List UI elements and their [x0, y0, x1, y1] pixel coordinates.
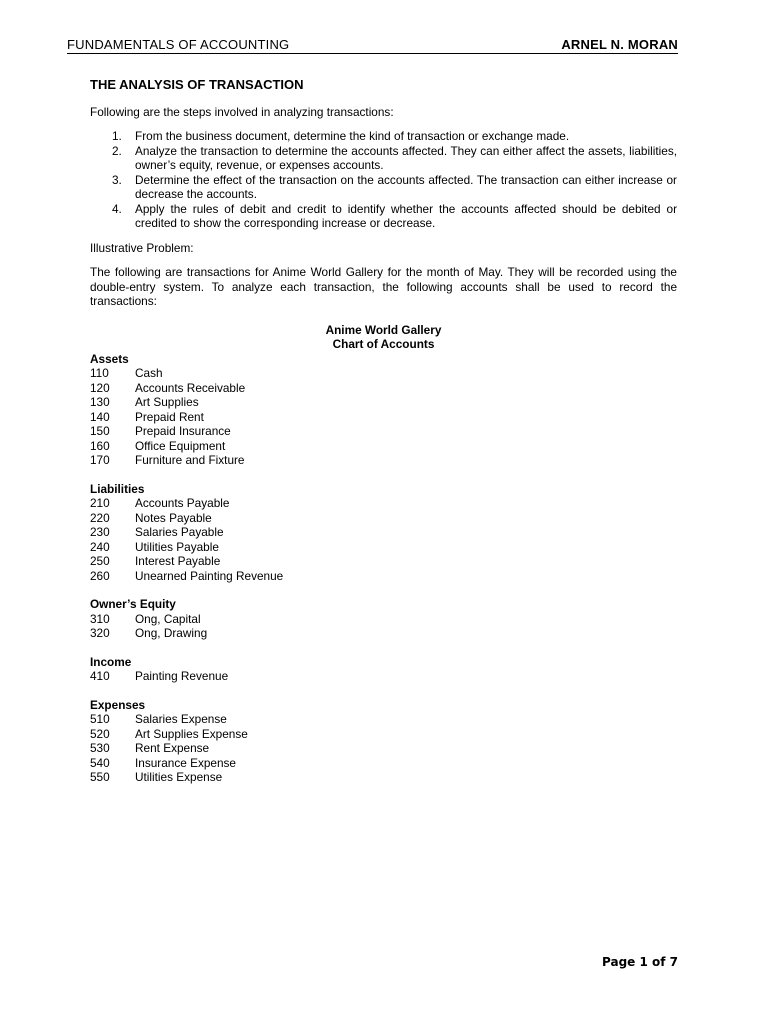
account-row — [90, 540, 677, 555]
account-name: Salaries Expense — [135, 712, 227, 726]
account-code: 120 — [90, 380, 110, 395]
steps-list — [90, 129, 677, 231]
account-code: 410 — [90, 669, 110, 683]
account-row — [90, 381, 677, 396]
account-name: Insurance Expense — [135, 755, 236, 770]
account-name: Notes Payable — [135, 510, 212, 525]
author-name: ARNEL N. MORAN — [561, 37, 678, 52]
step-number: 3. — [112, 172, 122, 187]
account-section — [90, 597, 677, 641]
account-row — [90, 770, 677, 785]
account-section-title: Expenses — [90, 697, 146, 712]
account-section — [90, 655, 677, 684]
account-row — [90, 626, 677, 641]
company-name: Anime World Gallery — [325, 322, 442, 337]
account-row — [90, 712, 677, 727]
account-code: 160 — [90, 438, 110, 453]
account-row — [90, 569, 677, 584]
account-code: 220 — [90, 510, 110, 525]
account-row — [90, 496, 677, 511]
account-name: Cash — [135, 366, 163, 380]
account-section — [90, 698, 677, 785]
account-row — [90, 756, 677, 771]
account-name: Ong, Capital — [135, 611, 201, 626]
account-row — [90, 554, 677, 569]
account-name: Salaries Payable — [135, 525, 224, 539]
account-code: 170 — [90, 453, 110, 467]
account-code: 240 — [90, 539, 110, 554]
course-title: FUNDAMENTALS OF ACCOUNTING — [67, 37, 290, 52]
step-text: Analyze the transaction to determine the accounts affected. They can either affect the assets, liabilities, owner’s equity, revenue, or expenses accounts. — [135, 143, 677, 172]
account-section-title: Liabilities — [90, 481, 145, 496]
account-row — [90, 525, 677, 540]
account-name: Ong, Drawing — [135, 626, 208, 640]
step-text: Determine the effect of the transaction on the accounts affected. The transaction can either increase or decrease the accounts. — [135, 172, 677, 201]
chart-of-accounts-title: Chart of Accounts — [332, 337, 435, 351]
step-number: 1. — [112, 129, 122, 143]
account-code: 110 — [90, 366, 109, 380]
list-item — [90, 173, 677, 202]
account-code: 320 — [90, 626, 110, 640]
step-text: From the business document, determine the kind of transaction or exchange made. — [135, 129, 570, 143]
account-code: 520 — [90, 726, 110, 741]
account-name: Utilities Expense — [135, 770, 223, 784]
account-row — [90, 439, 677, 454]
account-code: 150 — [90, 424, 110, 438]
account-section-title: Owner’s Equity — [90, 597, 176, 611]
account-name: Prepaid Insurance — [135, 424, 231, 438]
account-code: 310 — [90, 611, 110, 626]
account-code: 540 — [90, 755, 110, 770]
account-name: Accounts Payable — [135, 496, 230, 510]
account-row — [90, 511, 677, 526]
account-name: Prepaid Rent — [135, 409, 204, 424]
step-text: Apply the rules of debit and credit to identify whether the accounts affected should be debited or credited to show the corresponding increase or decrease. — [135, 201, 677, 230]
account-name: Rent Expense — [135, 741, 210, 755]
account-code: 130 — [90, 395, 110, 409]
account-code: 550 — [90, 770, 110, 784]
account-code: 530 — [90, 741, 110, 755]
account-section-title: Income — [90, 654, 132, 669]
page-number: Page 1 of 7 — [602, 955, 678, 969]
illustrative-label: Illustrative Problem: — [90, 240, 194, 255]
account-name: Utilities Payable — [135, 539, 219, 554]
account-code: 140 — [90, 409, 110, 424]
account-name: Unearned Painting Revenue — [135, 568, 284, 583]
page-header — [67, 37, 678, 54]
account-name: Office Equipment — [135, 438, 226, 453]
account-name: Art Supplies — [135, 395, 199, 409]
account-row — [90, 669, 677, 684]
account-row — [90, 727, 677, 742]
problem-paragraph: The following are transactions for Anime World Gallery for the month of May. They will be recorded using the double-entry system. To analyze each transaction, the following accounts shall be used to record the transactions: — [90, 265, 677, 308]
account-code: 230 — [90, 525, 110, 539]
account-section-title: Assets — [90, 351, 129, 366]
list-item — [90, 129, 677, 144]
account-code: 510 — [90, 712, 110, 726]
intro-paragraph: Following are the steps involved in analyzing transactions: — [90, 104, 394, 119]
account-name: Art Supplies Expense — [135, 726, 248, 741]
account-row — [90, 453, 677, 468]
document-body — [90, 78, 677, 799]
account-code: 210 — [90, 496, 110, 510]
list-item — [90, 144, 677, 173]
account-name: Interest Payable — [135, 554, 221, 568]
account-row — [90, 410, 677, 425]
account-row — [90, 366, 677, 381]
account-code: 250 — [90, 554, 110, 568]
account-row — [90, 395, 677, 410]
account-code: 260 — [90, 568, 110, 583]
account-row — [90, 741, 677, 756]
account-row — [90, 612, 677, 627]
account-name: Painting Revenue — [135, 669, 229, 683]
section-title: THE ANALYSIS OF TRANSACTION — [90, 77, 304, 92]
account-row — [90, 424, 677, 439]
list-item — [90, 202, 677, 231]
account-name: Furniture and Fixture — [135, 453, 245, 467]
account-name: Accounts Receivable — [135, 380, 246, 395]
account-section — [90, 352, 677, 468]
step-number: 4. — [112, 201, 122, 216]
chart-of-accounts — [90, 352, 677, 785]
account-section — [90, 482, 677, 584]
step-number: 2. — [112, 143, 122, 158]
